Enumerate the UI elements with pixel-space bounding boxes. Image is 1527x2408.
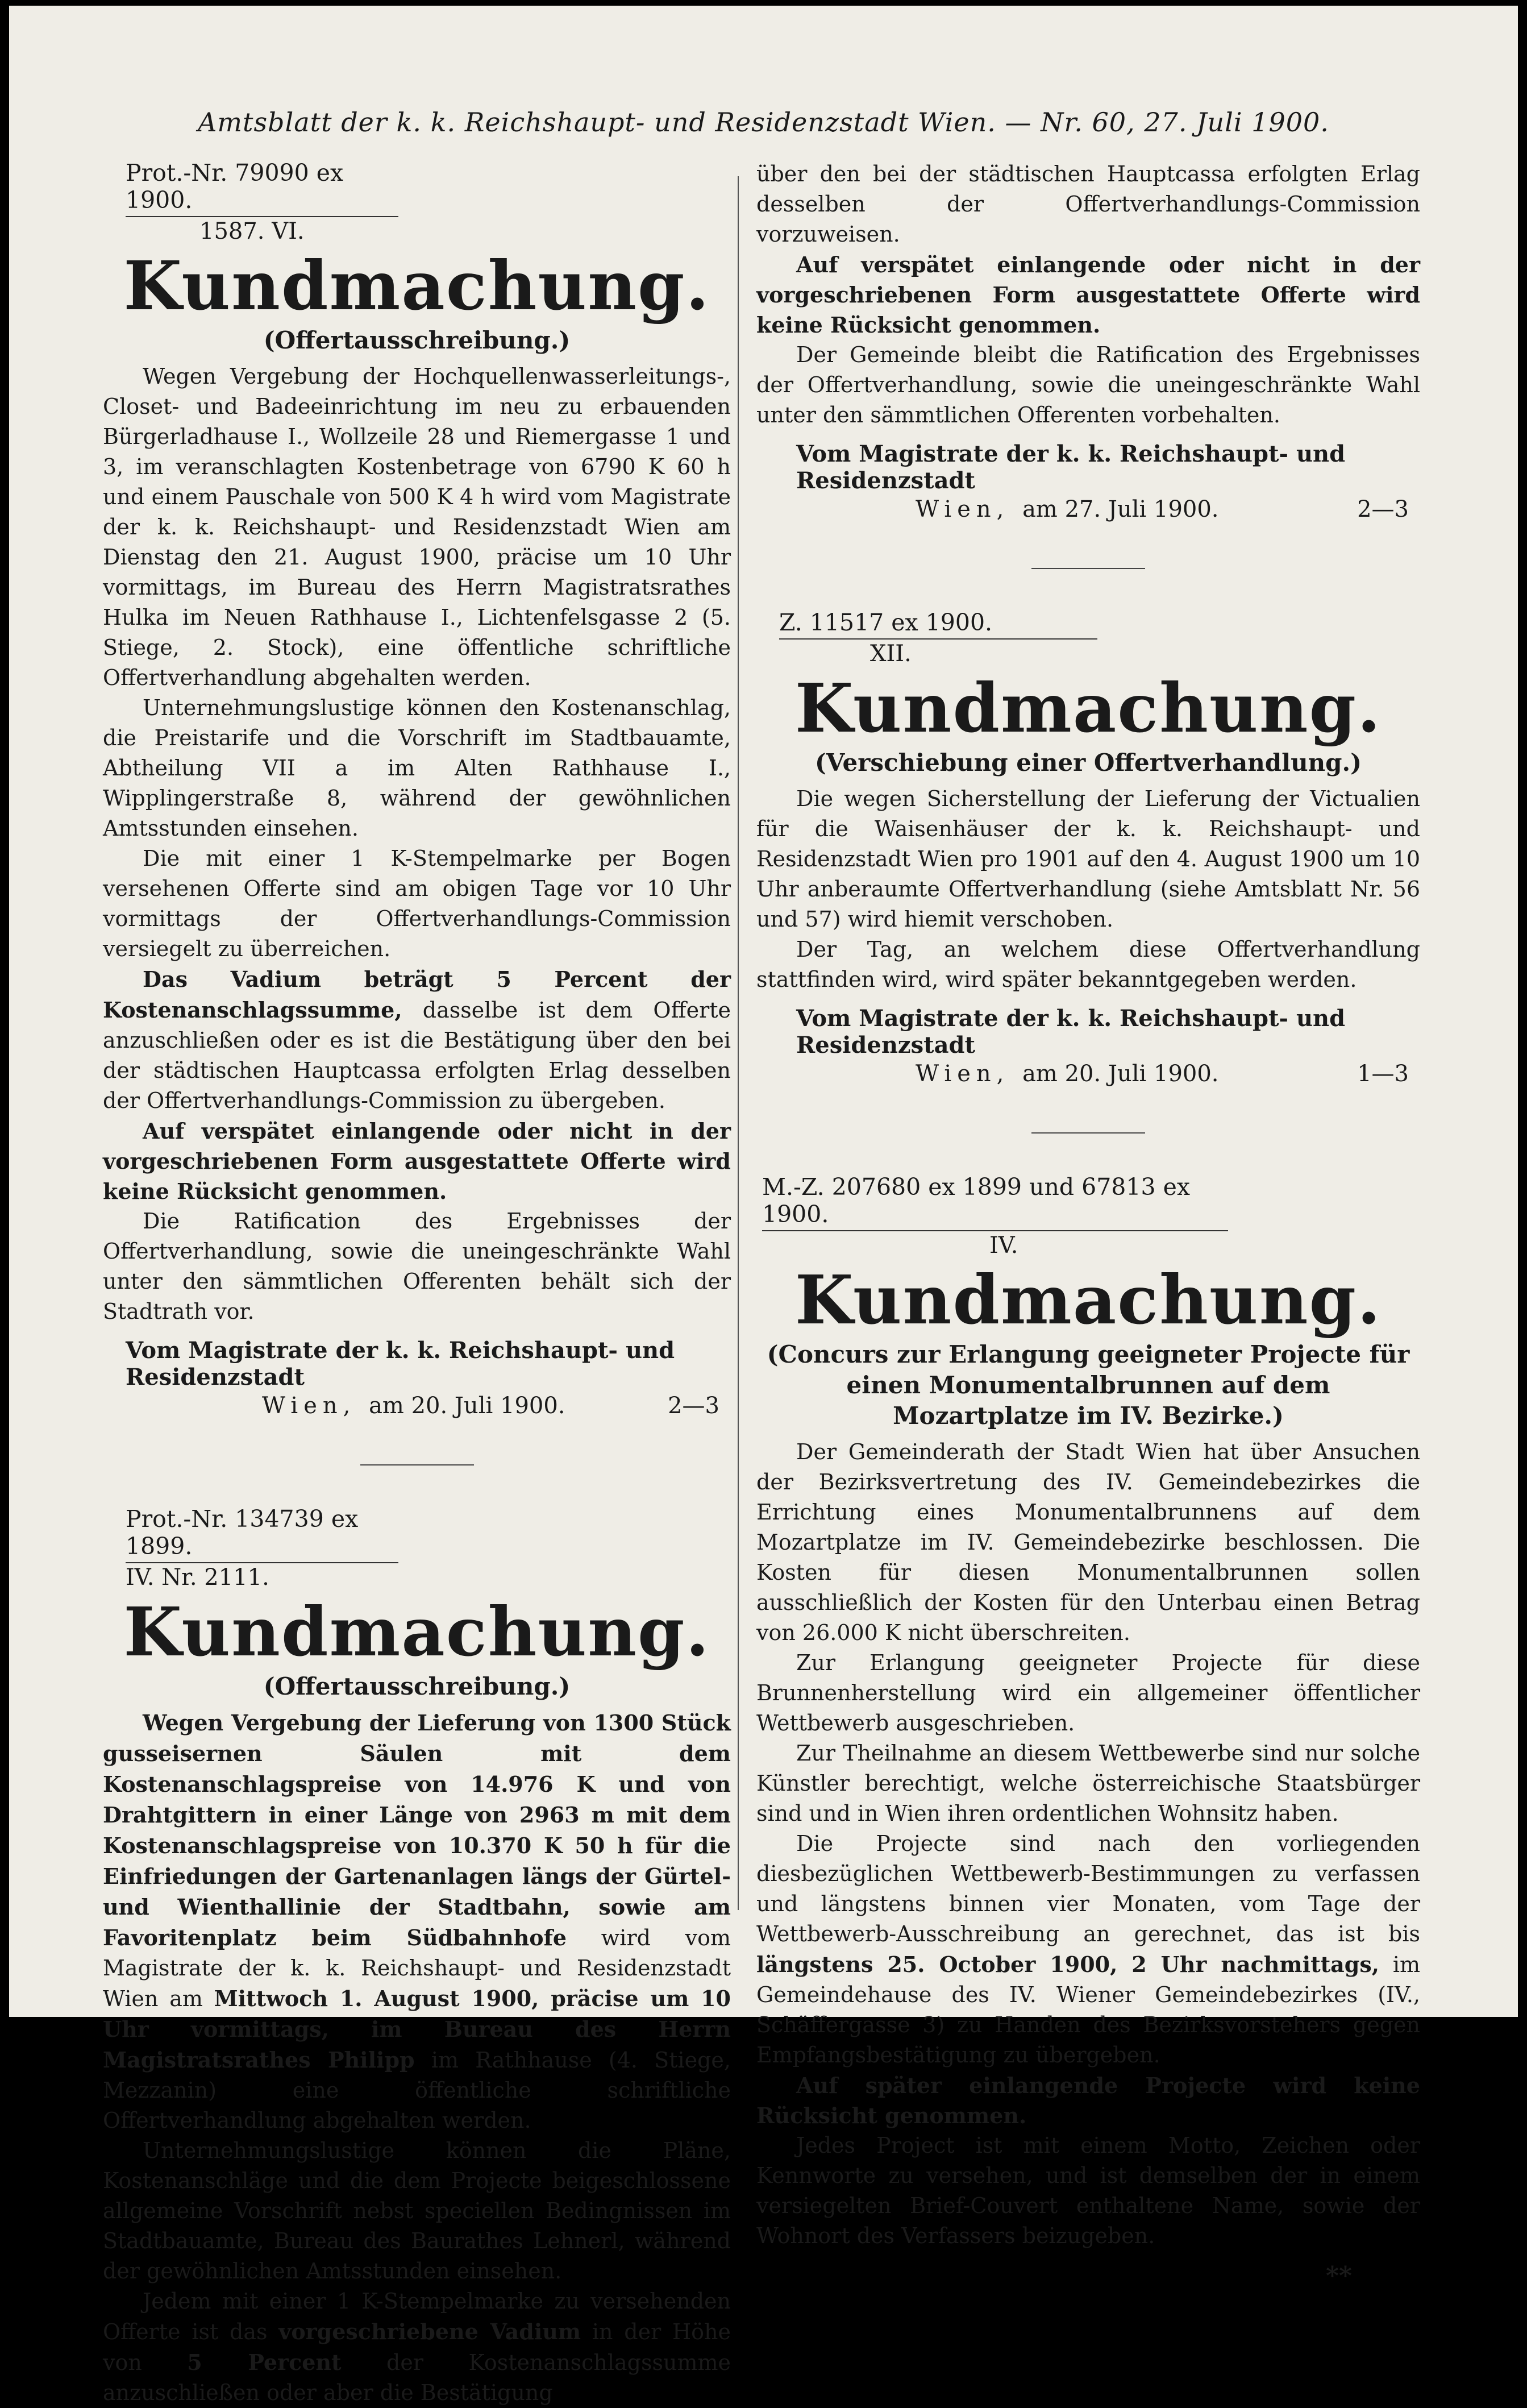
paragraph: Zur Theilnahme an diesem Wettbewerbe sind nur solche Künstler berechtigt, welche österreichische Staatsbürger sind und in Wien ihren ordentlichen Wohnsitz haben. (756, 1741, 1420, 1826)
signature-line: Vom Magistrate der k. k. Reichshaupt- und Residenzstadt (126, 1337, 675, 1390)
text: wird vom Magistrate der k. k. Reichshaupt- und Residenzstadt Wien am (103, 1925, 731, 2011)
insertion-number: 2—3 (668, 1393, 719, 1419)
text: im Rathhause (4. Stiege, Mezzanin) eine öffentliche schriftliche Offertverhandlung abgehalten werden. (103, 2048, 731, 2133)
paragraph: Zur Erlangung geeigneter Projecte für diese Brunnenherstellung wird ein allgemeiner öffentlicher Wettbewerb ausgeschrieben. (756, 1650, 1420, 1736)
paragraph: Jedes Project ist mit einem Motto, Zeichen oder Kennworte zu versehen, und ist demselben der in einem versiegelten Brief-Couvert enthaltene Name, sowie der Wohnort des Verfassers beizugeben. (756, 2133, 1420, 2248)
bold-text: Wegen Vergebung der Lieferung von 1300 Stück gusseisernen Säulen mit dem Kostenanschlagspreise von 14.976 K und von Drahtgittern in einer Länge von 2963 m mit dem Kostenanschlagspreise von 10.370 K 50 h für die Einfriedungen der Gartenanlagen längs der Gürtel- und Wienthallinie der Stadtbahn, sowie am Favoritenplatz beim Südbahnhofe (103, 1710, 731, 1950)
paragraph: Auf später einlangende Projecte wird keine Rücksicht genommen. (756, 2073, 1420, 2128)
right-column (756, 159, 1420, 2290)
notice-207680 (756, 1173, 1420, 2290)
place-date (262, 1393, 565, 1419)
page-header: Amtsblatt der k. k. Reichshaupt- und Residenzstadt Wien. — Nr. 60, 27. Juli 1900. (198, 107, 1329, 138)
protocol-number: Prot.-Nr. 134739 ex 1899. (126, 1505, 398, 1563)
column-divider (738, 176, 739, 1910)
section-divider (1031, 1132, 1145, 1134)
bold-text: vorgeschriebene Vadium (278, 2319, 581, 2344)
text: im Gemeindehause des IV. Wiener Gemeindebezirkes (IV., Schäffergasse 3) zu Handen des Bezirksvorstehers gegen Empfangsbestätigung zu übergeben. (756, 1952, 1420, 2067)
insertion-number: 1—3 (1357, 1061, 1409, 1087)
notice-title: Kundmachung. (123, 1592, 710, 1671)
text: Jedem mit einer 1 K-Stempelmarke zu versehenden Offerte ist das (103, 2289, 731, 2344)
paragraph: über den bei der städtischen Hauptcassa erfolgten Erlag desselben der Offertverhandlungs-Commission vorzuweisen. (756, 161, 1420, 247)
place-date (916, 1061, 1219, 1087)
notice-subtitle: (Offertausschreibung.) (263, 326, 571, 354)
text: Die Projecte sind nach den vorliegenden diesbezüglichen Wettbewerb-Bestimmungen zu verfassen und längstens binnen vier Monaten, vom Tage der Wettbewerb-Ausschreibung an gerechnet, das ist bis (756, 1831, 1420, 1946)
place-date-line (756, 1061, 1420, 1093)
paragraph: Die Ratification des Ergebnisses der Offertverhandlung, sowie die uneingeschränkte Wahl unter den sämmtlichen Offerenten behält sich der Stadtrath vor. (103, 1209, 731, 1324)
notice-title: Kundmachung. (794, 1260, 1382, 1339)
notice-title: Kundmachung. (794, 669, 1382, 748)
protocol-number: Z. 11517 ex 1900. (779, 609, 1097, 640)
text: in der Höhe von (103, 2319, 731, 2375)
date: am 20. Juli 1900. (369, 1393, 565, 1419)
paragraph: Der Tag, an welchem diese Offertverhandlung stattfinden wird, wird später bekanntgegeben werden. (756, 937, 1420, 992)
insertion-number: 2—3 (1357, 496, 1409, 522)
paragraph: Auf verspätet einlangende oder nicht in der vorgeschriebenen Form ausgestattete Offerte wird keine Rücksicht genommen. (103, 1118, 731, 1204)
text: dasselbe ist dem Offerte anzuschließen oder es ist die Bestätigung über den bei der städtischen Hauptcassa erfolgten Erlag desselben der Offertverhandlungs-Commission zu übergeben. (103, 998, 731, 1113)
protocol-number: Prot.-Nr. 79090 ex 1900. (126, 159, 398, 217)
notice-79090 (103, 159, 731, 1425)
notice-subtitle: (Verschiebung einer Offertverhandlung.) (814, 749, 1362, 777)
notice-subtitle: (Concurs zur Erlangung geeigneter Projecte für einen Monumentalbrunnen auf dem Mozartplatze im IV. Bezirke.) (767, 1340, 1410, 1430)
paragraph: Die wegen Sicherstellung der Lieferung der Victualien für die Waisenhäuser der k. k. Reichshaupt- und Residenzstadt Wien pro 1901 auf den 4. August 1900 um 10 Uhr anberaumte Offertverhandlung (siehe Amtsblatt Nr. 56 und 57) wird hiemit verschoben. (756, 786, 1420, 932)
city: Wien, (262, 1393, 356, 1419)
paragraph: Der Gemeinde bleibt die Ratification des Ergebnisses der Offertverhandlung, sowie die uneingeschränkte Wahl unter den sämmtlichen Offerenten vorbehalten. (756, 342, 1420, 427)
notice-title: Kundmachung. (123, 246, 710, 325)
paragraph (103, 964, 731, 1116)
notice-11517 (756, 609, 1420, 1093)
date: am 20. Juli 1900. (1022, 1061, 1219, 1087)
section-divider (1031, 568, 1145, 569)
protocol-number: M.-Z. 207680 ex 1899 und 67813 ex 1900. (762, 1173, 1228, 1231)
date: am 27. Juli 1900. (1022, 496, 1219, 522)
reference-number: IV. (989, 1232, 1018, 1259)
paragraph: Der Gemeinderath der Stadt Wien hat über Ansuchen der Bezirksvertretung des IV. Gemeindebezirkes die Errichtung eines Monumentalbrunnens auf dem Mozartplatze im IV. Gemeindebezirke beschlossen. Die Kosten für diesen Monumentalbrunnen sollen ausschließlich der Kosten für den Unterbau einen Betrag von 26.000 K nicht überschreiten. (756, 1439, 1420, 1645)
bold-text: 5 Percent (187, 2349, 342, 2375)
left-column (103, 159, 731, 2408)
signature-line: Vom Magistrate der k. k. Reichshaupt- und Residenzstadt (796, 1005, 1346, 1058)
notice-79090-continued (756, 159, 1420, 528)
place-date (916, 496, 1219, 522)
paragraph: Unternehmungslustige können die Pläne, Kostenanschläge und die dem Projecte beigeschlossene allgemeine Vorschrift nebst speciellen Bedingnissen im Stadtbauamte, Bureau des Baurathes Lehnerl, während der gewöhnlichen Amtsstunden einsehen. (103, 2138, 731, 2284)
paragraph: Wegen Vergebung der Hochquellenwasserleitungs-, Closet- und Badeeinrichtung im neu zu erbauenden Bürgerladhause I., Wollzeile 28 und Riemergasse 1 und 3, im veranschlagten Kostenbetrage von 6790 K 60 h und einem Pauschale von 500 K 4 h wird vom Magistrate der k. k. Reichshaupt- und Residenzstadt Wien am Dienstag den 21. August 1900, präcise um 10 Uhr vormittags, im Bureau des Herrn Magistratsrathes Hulka im Neuen Rathhause I., Lichtenfelsgasse 2 (5. Stiege, 2. Stock), eine öffentliche schriftliche Offertverhandlung abgehalten werden. (103, 364, 731, 690)
reference-number: XII. (870, 641, 912, 667)
place-date-line (103, 1393, 731, 1425)
city: Wien, (916, 1061, 1010, 1087)
reference-number: 1587. VI. (199, 218, 305, 244)
paragraph (103, 2286, 731, 2408)
paragraph (756, 1829, 1420, 2070)
paragraph: Auf verspätet einlangende oder nicht in der vorgeschriebenen Form ausgestattete Offerte wird keine Rücksicht genommen. (756, 252, 1420, 338)
newspaper-page (9, 6, 1518, 2405)
section-divider (360, 1464, 474, 1465)
paragraph: Unternehmungslustige können den Kostenanschlag, die Preistarife und die Vorschrift im Stadtbauamte, Abtheilung VII a im Alten Rathhause I., Wipplingerstraße 8, während der gewöhnlichen Amtsstunden einsehen. (103, 695, 731, 841)
notice-subtitle: (Offertausschreibung.) (263, 1672, 571, 1700)
signature-line: Vom Magistrate der k. k. Reichshaupt- und Residenzstadt (796, 441, 1346, 494)
place-date-line (756, 496, 1420, 528)
bold-text: längstens 25. October 1900, 2 Uhr nachmittags, (756, 1952, 1379, 1977)
reference-number: IV. Nr. 2111. (126, 1564, 269, 1591)
bold-text: Das Vadium beträgt 5 Percent der Kostenanschlagssumme, (103, 966, 731, 1023)
paragraph (103, 1708, 731, 2136)
city: Wien, (916, 496, 1010, 522)
paragraph: Die mit einer 1 K-Stempelmarke per Bogen versehenen Offerte sind am obigen Tage vor 10 Uhr vormittags der Offertverhandlungs-Commission versiegelt zu überreichen. (103, 846, 731, 961)
end-mark: ** (1325, 2261, 1352, 2290)
bold-text: Mittwoch 1. August 1900, präcise um 10 Uhr vormittags, im Bureau des Herrn Magistratsrathes Philipp (103, 1986, 731, 2073)
notice-134739 (103, 1505, 731, 2408)
text: der Kostenanschlagssumme anzuschließen oder aber die Bestätigung (103, 2350, 731, 2405)
